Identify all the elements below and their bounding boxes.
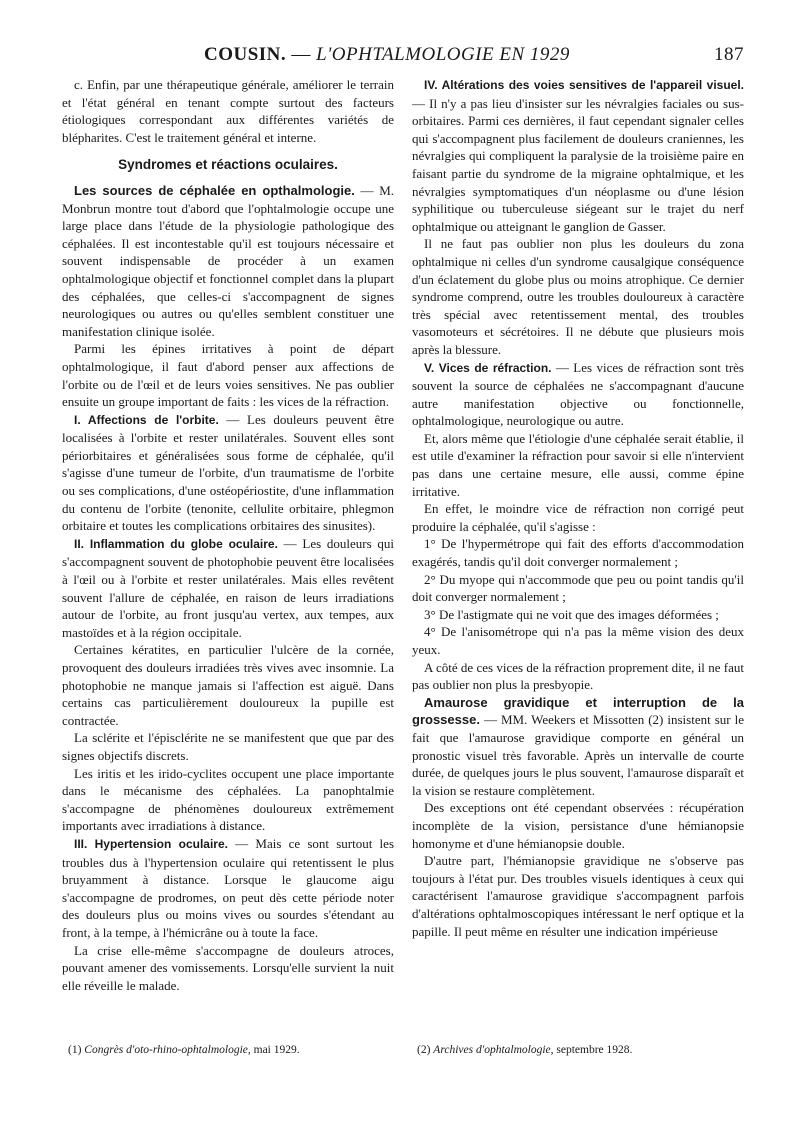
paragraph-hemianopsie: D'autre part, l'hémianopsie gravidique ne s'observe pas toujours à l'état pur. Des troubles visuels identiques à ceux qui caractérisent l'amaurose gravidique s'accompagnent parfois d'altérations ophtalmoscopiques intéressant le nerf optique et la papille. Il peut même en résulter une indication impérieuse (412, 853, 744, 939)
paragraph-presbyopie: A côté de ces vices de la réfraction proprement dite, il ne faut pas oublier non plus la presbyopie. (412, 659, 744, 693)
paragraph-item3 (62, 835, 394, 942)
list-item-4: 4° De l'anisométrope qui n'a pas la même vision des deux yeux. (412, 624, 744, 657)
header-author: COUSIN. (204, 44, 287, 65)
footnote-2-source: Archives d'ophtalmologie, (433, 1044, 554, 1056)
item2-body: — Les douleurs qui s'accompagnent souvent de photophobie peuvent être localisées à l'œil ou à l'orbite et rester unilatérales. Mais elles revêtent souvent l'allure de céphalée, en raison de leurs irradiations autour de l'orbite, au front jusqu'au vertex, aux tempes, aux mastoïdes et à la région occipitale. (62, 535, 394, 640)
item3-heading: III. Hypertension oculaire. (74, 836, 228, 851)
footnote-1-source: Congrès d'oto-rhino-ophtalmologie, (84, 1044, 251, 1056)
footnote-1-number: (1) (68, 1044, 85, 1056)
item2-heading: II. Inflammation du globe oculaire. (74, 536, 278, 551)
sources-body: — M. Monbrun montre tout d'abord que l'ophtalmologie occupe une large place dans l'étude de la physiologie pathologique des céphalées. Il est incontestable qu'il est toujours nécessaire et souvent indispensable de procéder à un examen ophtalmologique objectif et fonctionnel complet dans la plupart des céphalées, que celles-ci s'accompagnent de signes neurologiques ou autres ou qu'elles semblent constituer une manifestation clinique isolée. (62, 182, 395, 339)
item1-body: — Les douleurs peuvent être localisées à l'orbite et rester unilatérales. Souvent elles sont périorbitaires et généralisées sous forme de céphalée, qu'il s'agisse d'une tumeur de l'orbite, d'un traumatisme de l'orbite ou ses complications, d'une ostéopériostite, d'une inflammation du contenu de l'orbite (tenonite, cellulite orbitaire, phlegmon orbitaire et toutes les complications orbitaires des sinusites). (62, 411, 394, 534)
footnote-2-date: septembre 1928. (553, 1044, 633, 1056)
right-column (412, 76, 744, 940)
sources-heading: Les sources de céphalée en opthalmologie. (74, 182, 355, 198)
header-dash: — (286, 44, 317, 65)
item3-body: — Mais ce sont surtout les troubles dus à l'hypertension oculaire qui retentissent le plus bruyamment à distance. Lorsque le glaucome aigu s'accompagne de prodromes, on peut dès cette période noter des douleurs plus ou moins vives ou sourdes s'étendant au front, à la tempe, à l'hémicrâne ou à toute la face. (62, 835, 394, 940)
paragraph-item1 (62, 411, 394, 535)
list-item-3: 3° De l'astigmate qui ne voit que des images déformées ; (424, 606, 719, 622)
running-header (60, 44, 744, 70)
paragraph-item2 (62, 535, 394, 642)
paragraph-sclerite: La sclérite et l'épisclérite ne se manifestent que que par des signes objectifs discrets. (62, 730, 394, 763)
footnote-1-date: mai 1929. (250, 1044, 300, 1056)
paragraph-c: c. Enfin, par une thérapeutique générale, améliorer le terrain et l'état général en tenant compte surtout des facteurs étiologiques correspondant aux différentes variétés de blépharites. C'est le traitement général et interne. (62, 77, 394, 145)
paragraph-keratites: Certaines kératites, en particulier l'ulcère de la cornée, provoquent des douleurs irradiées très vives avec insomnie. La photophobie ne manque jamais si l'affection est aiguë. Dans certains cas particulièrement douloureux la pupille est contractée. (62, 642, 394, 728)
paragraph-iritis: Les iritis et les irido-cyclites occupent une place importante dans le mécanisme des céphalées. La panophtalmie s'accompagne de phénomènes douloureux extrêmement importants avec irradiations à distance. (62, 765, 394, 834)
amaurose-body: — MM. Weekers et Missotten (2) insistent sur le fait que l'amaurose gravidique comporte en général un pronostic visuel très favorable. Après un intervalle de courte durée, de quelques jours le plus souvent, l'amaurose disparaît et la vision se restaure complètement. (412, 712, 744, 798)
paragraph-moindre: En effet, le moindre vice de réfraction non corrigé peut produire la céphalée, qu'il s'agisse : (412, 501, 744, 534)
amaurose-heading: Amaurose gravidique et interruption de la grossesse. (412, 694, 744, 728)
item1-heading: I. Affections de l'orbite. (74, 412, 219, 427)
paragraph-sources (62, 182, 394, 340)
list-item-1: 1° De l'hypermétrope qui fait des efforts d'accommodation exagérés, tandis qu'il doit converger normalement ; (412, 536, 744, 570)
section-title: Syndromes et réactions oculaires. (118, 157, 338, 173)
list-item-2: 2° Du myope qui n'accommode que peu ou point tandis qu'il doit converger normalement ; (412, 571, 744, 605)
paragraph-amaurose (412, 694, 744, 800)
paragraph-exceptions: Des exceptions ont été cependant observées : récupération incomplète de la vision, persistance d'une hémianopsie homonyme et d'une hémianopsie double. (412, 800, 744, 851)
paragraph-item5 (412, 359, 744, 430)
paragraph-crise: La crise elle-même s'accompagne de douleurs atroces, pouvant amener des vomissements. Lorsqu'elle survient la nuit elle réveille le malade. (62, 942, 394, 993)
running-title (204, 44, 570, 66)
item4-heading: IV. Altérations des voies sensitives de l'appareil visuel. (424, 78, 744, 92)
item4-body: — Il n'y a pas lieu d'insister sur les névralgies faciales ou sus-orbitaires. Parmi ces dernières, il faut cependant signaler celles qui s'accompagnent plus facilement de douleurs craniennes, les névralgies qui compliquent la paralysie de la troisième paire en faisant partie du syndrome de la migraine ophtalmique, et les névralgies symptomatiques d'un néoplasme ou d'une lésion syphilitique ou tuberculeuse siégeant sur le trajet du nerf ophtalmique ou atteignant le ganglion de Gasser. (412, 95, 744, 234)
item5-body: — Les vices de réfraction sont très souvent la source de céphalées ne s'accompagnant d'aucune autre manifestation objective ou fonctionnelle, ophtalmologique, neurologique ou autre. (412, 359, 744, 429)
item5-heading: V. Vices de réfraction. (424, 360, 552, 375)
footnote-2-number: (2) (417, 1044, 434, 1056)
header-journal-title: L'OPHTALMOLOGIE EN 1929 (316, 44, 570, 65)
footnote-1 (68, 1044, 300, 1056)
page-number: 187 (714, 44, 744, 65)
left-column (62, 76, 394, 994)
paragraph-zona: Il ne faut pas oublier non plus les douleurs du zona ophtalmique ni celles d'un syndrome causalgique conséquence d'un éclatement du globe plus ou moins atrophique. Ce dernier syndrome comprend, outre les troubles douloureux à caractère très spécial avec retentissement mental, des troubles vasomoteurs et sécrétoires. Il ne débute que plusieurs mois après la blessure. (412, 236, 744, 357)
paragraph-item4 (412, 76, 744, 235)
paragraph-etiologie: Et, alors même que l'étiologie d'une céphalée serait établie, il est utile d'examiner la réfraction pour savoir si elle n'intervient pas dans une certaine mesure, elle aussi, comme épine irritative. (412, 430, 744, 499)
footnote-2 (417, 1044, 632, 1056)
paragraph-epines: Parmi les épines irritatives à point de départ ophtalmologique, il faut d'abord penser aux affections de l'orbite ou de l'œil et de leurs voies sensitives. Ne pas oublier ensuite un groupe important de faits : les vices de la réfraction. (62, 341, 394, 410)
